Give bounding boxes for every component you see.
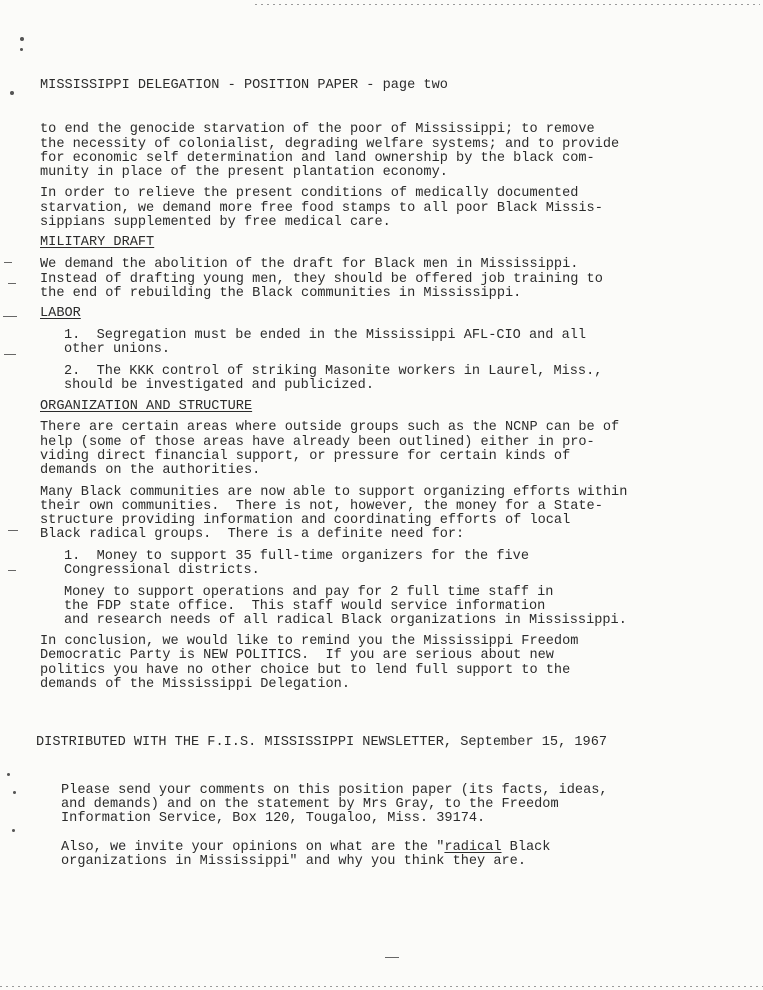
need1-line-2: Congressional districts. xyxy=(64,563,260,578)
note2-text-before: Also, we invite your opinions on what are the " xyxy=(61,840,445,855)
para2-line-2: starvation, we demand more free food stamps to all poor Black Missis- xyxy=(40,201,603,216)
margin-mark xyxy=(12,829,15,832)
note1-line-1: Please send your comments on this position paper (its facts, ideas, xyxy=(61,783,608,798)
need2-line-3: and research needs of all radical Black organizations in Mississippi. xyxy=(64,613,627,628)
margin-dash xyxy=(8,283,16,284)
para1-line-1: to end the genocide starvation of the poor of Mississippi; to remove xyxy=(40,122,595,137)
labor1-line-1: 1. Segregation must be ended in the Mississippi AFL-CIO and all xyxy=(64,328,587,343)
note1-line-3: Information Service, Box 120, Tougaloo, Miss. 39174. xyxy=(61,811,486,826)
need2-line-1: Money to support operations and pay for 2 full time staff in xyxy=(64,585,554,600)
distributed-line: DISTRIBUTED WITH THE F.I.S. MISSISSIPPI NEWSLETTER, September 15, 1967 xyxy=(36,735,608,750)
margin-mark xyxy=(20,37,24,41)
labor1-line-2: other unions. xyxy=(64,342,171,357)
bottom-dash xyxy=(385,957,399,958)
org2-line-3: structure providing information and coordinating efforts of local xyxy=(40,513,571,528)
military-line-2: Instead of drafting young men, they should be offered job training to xyxy=(40,272,603,287)
para2-line-3: sippians supplemented by free medical care. xyxy=(40,215,391,230)
note2-line-1 xyxy=(61,840,550,855)
note2-underlined-word: radical xyxy=(444,840,502,855)
para2-line-1: In order to relieve the present conditions of medically documented xyxy=(40,186,579,201)
labor2-line-1: 2. The KKK control of striking Masonite workers in Laurel, Miss., xyxy=(64,364,603,379)
margin-mark xyxy=(20,48,23,51)
top-edge-dots xyxy=(255,4,760,5)
military-draft-heading: MILITARY DRAFT xyxy=(40,235,155,250)
page-header: MISSISSIPPI DELEGATION - POSITION PAPER - page two xyxy=(40,78,448,93)
org2-line-1: Many Black communities are now able to support organizing efforts within xyxy=(40,485,628,500)
conclusion-line-1: In conclusion, we would like to remind you the Mississippi Freedom xyxy=(40,634,579,649)
labor2-line-2: should be investigated and publicized. xyxy=(64,378,374,393)
note1-line-2: and demands) and on the statement by Mrs Gray, to the Freedom xyxy=(61,797,559,812)
note2-text-after: Black xyxy=(501,840,551,855)
org1-line-4: demands on the authorities. xyxy=(40,463,261,478)
labor-heading: LABOR xyxy=(40,306,81,321)
conclusion-line-2: Democratic Party is NEW POLITICS. If you are serious about new xyxy=(40,648,554,663)
margin-dash xyxy=(3,316,17,317)
note2-line-2: organizations in Mississippi" and why you think they are. xyxy=(61,854,526,869)
need2-line-2: the FDP state office. This staff would service information xyxy=(64,599,546,614)
org1-line-2: help (some of those areas have already been outlined) either in pro- xyxy=(40,435,595,450)
military-line-3: the end of rebuilding the Black communities in Mississippi. xyxy=(40,286,522,301)
military-line-1: We demand the abolition of the draft for Black men in Mississippi. xyxy=(40,257,579,272)
conclusion-line-4: demands of the Mississippi Delegation. xyxy=(40,677,350,692)
para1-line-2: the necessity of colonialist, degrading welfare systems; and to provide xyxy=(40,137,620,152)
para1-line-4: munity in place of the present plantation economy. xyxy=(40,165,448,180)
margin-dash xyxy=(4,262,12,263)
need1-line-1: 1. Money to support 35 full-time organizers for the five xyxy=(64,549,529,564)
org1-line-1: There are certain areas where outside groups such as the NCNP can be of xyxy=(40,420,620,435)
conclusion-line-3: politics you have no other choice but to lend full support to the xyxy=(40,663,571,678)
bottom-edge-dots xyxy=(0,986,763,987)
org1-line-3: viding direct financial support, or pressure for certain kinds of xyxy=(40,449,571,464)
margin-mark xyxy=(10,91,14,95)
margin-mark xyxy=(13,791,16,794)
org2-line-2: their own communities. There is not, however, the money for a State- xyxy=(40,499,603,514)
organization-heading: ORGANIZATION AND STRUCTURE xyxy=(40,399,253,414)
margin-mark xyxy=(7,773,10,776)
org2-line-4: Black radical groups. There is a definite need for: xyxy=(40,527,465,542)
margin-dash xyxy=(8,530,18,531)
margin-dash xyxy=(8,570,16,571)
margin-dash xyxy=(4,354,16,355)
para1-line-3: for economic self determination and land ownership by the black com- xyxy=(40,151,595,166)
